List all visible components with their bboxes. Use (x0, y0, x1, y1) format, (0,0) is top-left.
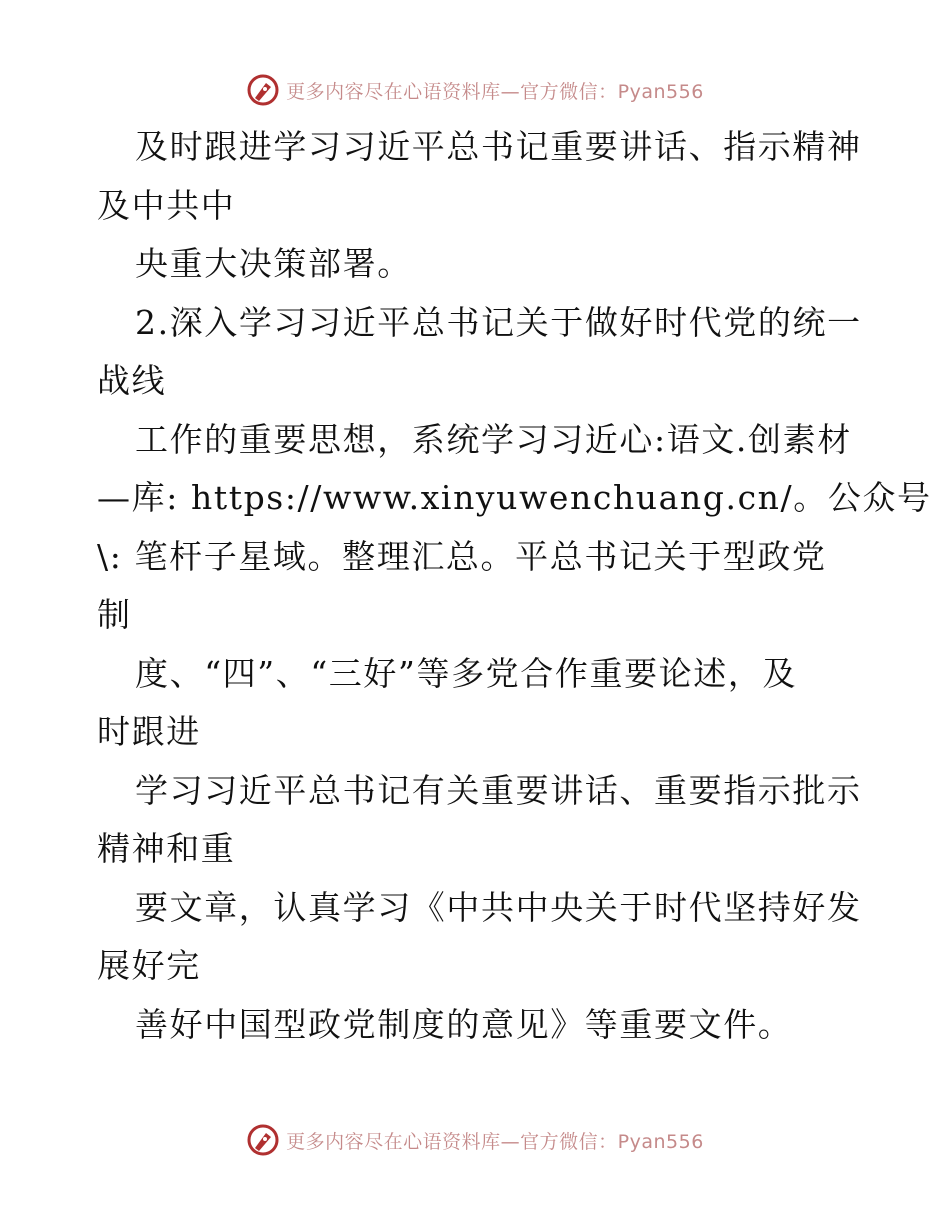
text-line: \: 笔杆子星域。整理汇总。平总书记关于型政党 (97, 536, 827, 576)
text-line: 展好完 (97, 946, 201, 985)
text-line: —库: https://www.xinyuwenchuang.cn/。公众号 (97, 478, 932, 517)
header-banner-text: 更多内容尽在心语资料库—官方微信：Pyan556 (286, 80, 704, 103)
text-line: 时跟进 (97, 712, 201, 751)
text-line: 2.深入学习习近平总书记关于做好时代党的统一 (135, 302, 862, 342)
pen-nib-logo-icon (246, 73, 280, 107)
text-line: 战线 (97, 361, 167, 400)
footer-banner-text: 更多内容尽在心语资料库—官方微信：Pyan556 (286, 1130, 704, 1153)
text-line: 度、“四”、“三好”等多党合作重要论述，及 (135, 653, 798, 693)
text-line: 及中共中 (97, 185, 236, 225)
text-line: 精神和重 (97, 829, 236, 868)
text-line: 善好中国型政党制度的意见》等重要文件。 (135, 1004, 793, 1044)
text-line: 工作的重要思想，系统学习习近心:语文.创素材 (135, 419, 852, 459)
document-body (97, 118, 932, 1054)
text-line: 央重大决策部署。 (135, 244, 412, 283)
header-banner (0, 70, 950, 110)
text-line: 制 (97, 595, 132, 634)
text-line: 要文章，认真学习《中共中央关于时代坚持好发 (135, 887, 862, 927)
footer-banner (0, 1120, 950, 1160)
text-line: 学习习近平总书记有关重要讲话、重要指示批示 (135, 770, 862, 810)
text-line: 及时跟进学习习近平总书记重要讲话、指示精神 (135, 127, 862, 166)
pen-nib-logo-icon (246, 1123, 280, 1157)
